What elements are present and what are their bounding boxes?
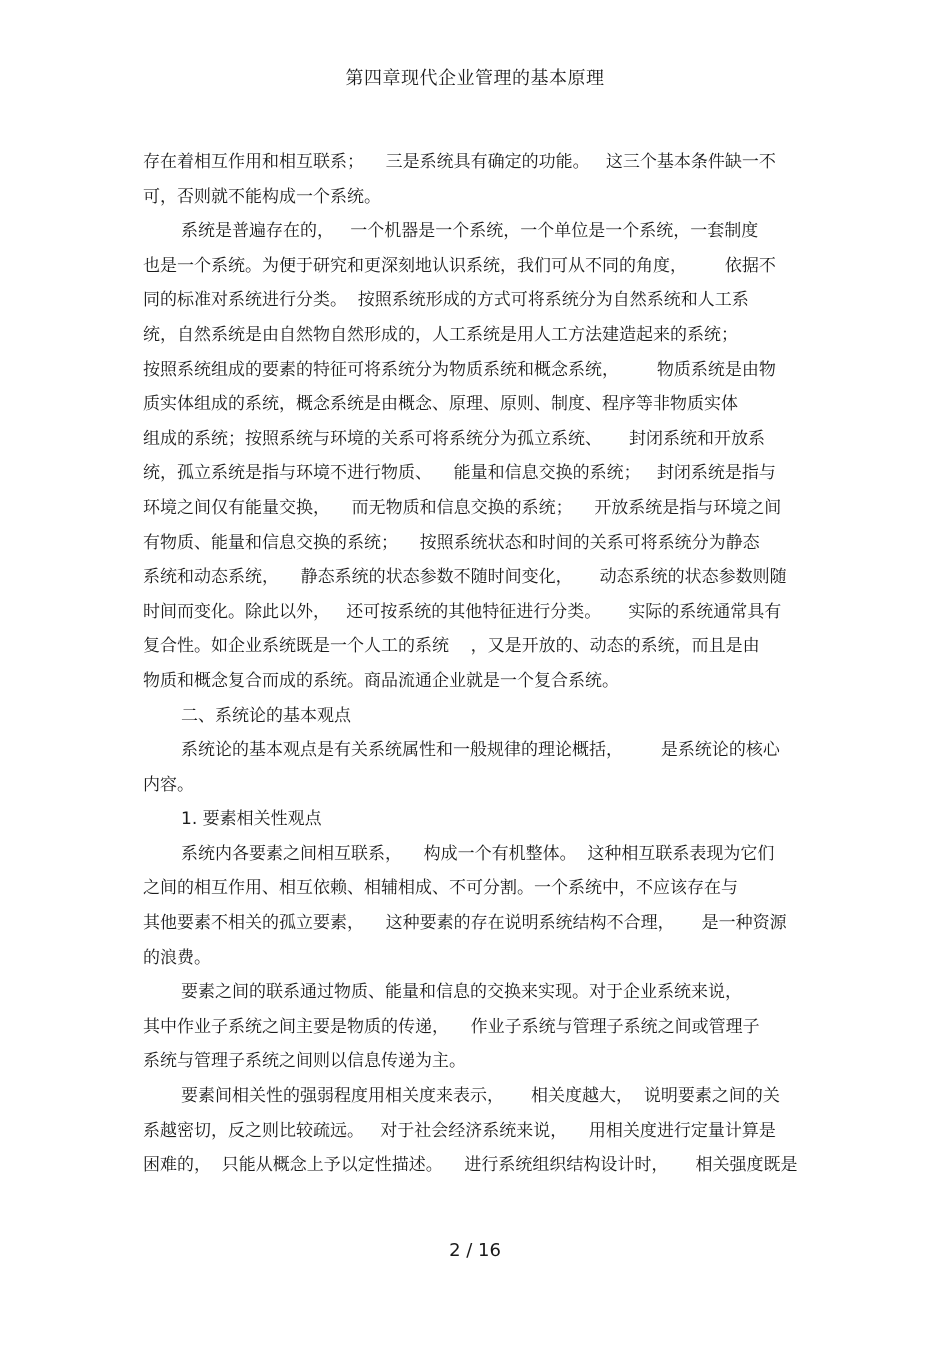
body-text (143, 145, 808, 1183)
text-line: 存在着相互作用和相互联系； 三是系统具有确定的功能。 这三个基本条件缺一不 (143, 152, 776, 172)
text-line: 系统是普遍存在的， 一个机器是一个系统，一个单位是一个系统，一套制度 (181, 221, 759, 242)
text-line: 统，自然系统是由自然物自然形成的，人工系统是用人工方法建造起来的系统； (143, 324, 738, 345)
section-heading: 二、系统论的基本观点 (181, 705, 351, 726)
text-line: 之间的相互作用、相互依赖、相辅相成、不可分割。一个系统中，不应该存在与 (143, 878, 738, 899)
text-line: 系越密切，反之则比较疏远。 对于社会经济系统来说， 用相关度进行定量计算是 (143, 1120, 776, 1141)
text-line: 系统与管理子系统之间则以信息传递为主。 (143, 1051, 466, 1072)
text-line: 复合性。如企业系统既是一个人工的系统 ，又是开放的、动态的系统，而且是由 (143, 636, 760, 657)
text-line: 要素之间的联系通过物质、能量和信息的交换来实现。对于企业系统来说， (181, 982, 742, 1003)
subsection-heading: 1. 要素相关性观点 (181, 809, 322, 830)
text-line: 时间而变化。除此以外， 还可按系统的其他特征进行分类。 实际的系统通常具有 (143, 601, 782, 622)
text-line: 的浪费。 (143, 947, 211, 968)
text-line: 组成的系统；按照系统与环境的关系可将系统分为孤立系统、 封闭系统和开放系 (143, 428, 766, 449)
text-line: 环境之间仅有能量交换， 而无物质和信息交换的系统； 开放系统是指与环境之间 (143, 497, 782, 518)
page-header: 第四章现代企业管理的基本原理 (345, 68, 605, 89)
text-line: 物质和概念复合而成的系统。商品流通企业就是一个复合系统。 (143, 670, 619, 691)
text-line: 质实体组成的系统，概念系统是由概念、原理、原则、制度、程序等非物质实体 (143, 394, 738, 415)
text-line: 系统内各要素之间相互联系， 构成一个有机整体。 这种相互联系表现为它们 (181, 843, 775, 864)
text-line: 可，否则就不能构成一个系统。 (143, 186, 381, 207)
text-line: 要素间相关性的强弱程度用相关度来表示， 相关度越大， 说明要素之间的关 (181, 1086, 780, 1107)
text-line: 也是一个系统。为便于研究和更深刻地认识系统，我们可从不同的角度， 依据不 (143, 255, 776, 276)
text-line: 其中作业子系统之间主要是物质的传递， 作业子系统与管理子系统之间或管理子 (143, 1016, 760, 1037)
text-line: 同的标准对系统进行分类。 按照系统形成的方式可将系统分为自然系统和人工系 (143, 290, 749, 311)
text-line: 其他要素不相关的孤立要素， 这种要素的存在说明系统结构不合理， 是一种资源 (143, 913, 787, 934)
text-line: 内容。 (143, 774, 194, 795)
text-line: 系统论的基本观点是有关系统属性和一般规律的理论概括， 是系统论的核心 (181, 740, 780, 761)
text-line: 系统和动态系统， 静态系统的状态参数不随时间变化， 动态系统的状态参数则随 (143, 567, 787, 588)
text-line: 困难的， 只能从概念上予以定性描述。 进行系统组织结构设计时， 相关强度既是 (143, 1155, 798, 1176)
text-line: 有物质、能量和信息交换的系统； 按照系统状态和时间的关系可将系统分为静态 (143, 532, 760, 553)
text-line: 按照系统组成的要素的特征可将系统分为物质系统和概念系统， 物质系统是由物 (143, 359, 776, 380)
page-number: 2 / 16 (449, 1240, 501, 1261)
text-line: 统，孤立系统是指与环境不进行物质、 能量和信息交换的系统； 封闭系统是指与 (143, 463, 776, 484)
